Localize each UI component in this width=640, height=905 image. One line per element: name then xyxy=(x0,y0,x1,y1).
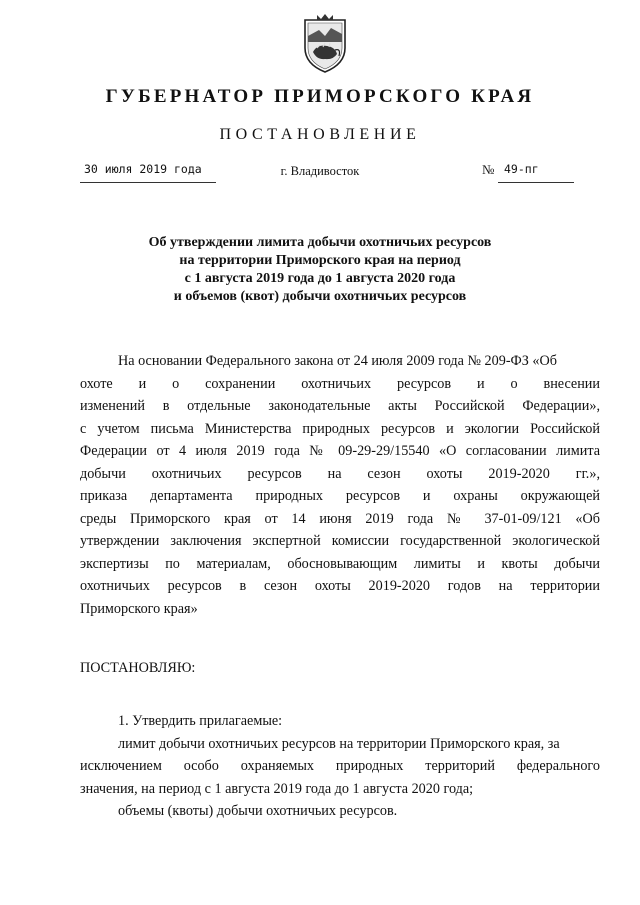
title-line: Об утверждении лимита добычи охотничьих ресурсов xyxy=(148,235,492,250)
item-line: 1. Утвердить прилагаемые: xyxy=(118,713,283,729)
item-line: значения, на период с 1 августа 2019 года до 1 августа 2020 года; xyxy=(80,780,474,797)
item-line: лимит добычи охотничьих ресурсов на территории Приморского края, за xyxy=(118,735,560,752)
preamble-line: На основании Федерального закона от 24 июля 2009 года № 209-ФЗ «Об xyxy=(118,353,557,369)
preamble-line: с учетом письма Министерства природных ресурсов и экологии Российской xyxy=(80,420,600,437)
title-line: с 1 августа 2019 года до 1 августа 2020 года xyxy=(184,271,456,286)
preamble-line: охоте и о сохранении охотничьих ресурсов и о внесении xyxy=(80,375,600,392)
preamble-paragraph xyxy=(80,350,600,620)
preamble-line: приказа департамента природных ресурсов и охраны окружающей xyxy=(80,488,600,504)
number-label: № xyxy=(482,162,495,177)
preamble-line: изменений в отдельные законодательные акты Российской Федерации», xyxy=(80,398,600,414)
preamble-line: среды Приморского края от 14 июня 2019 года № 37-01-09/121 «Об xyxy=(80,510,600,527)
decree-items xyxy=(80,710,600,823)
preamble-line: Приморского края» xyxy=(80,600,198,617)
document-type: ПОСТАНОВЛЕНИЕ xyxy=(219,126,421,143)
preamble-line: утверждении заключения экспертной комиссии государственной экологической xyxy=(80,533,600,549)
preamble-line: охотничьих ресурсов в сезон охоты 2019-2020 годов на территории xyxy=(80,578,600,594)
coat-of-arms-emblem xyxy=(299,12,351,76)
decree-word: ПОСТАНОВЛЯЮ: xyxy=(80,660,196,676)
preamble-line: Федерации от 4 июля 2019 года № 09-29-29/15540 «О согласовании лимита xyxy=(80,443,600,459)
item-line: объемы (квоты) добычи охотничьих ресурсов. xyxy=(118,803,398,819)
document-number: 49-пг xyxy=(498,162,574,183)
preamble-line: добычи охотничьих ресурсов на сезон охоты 2019-2020 гг.», xyxy=(80,465,600,482)
title-line: и объемов (квот) добычи охотничьих ресурсов xyxy=(173,289,467,304)
item-line: исключением особо охраняемых природных территорий федерального xyxy=(80,758,600,774)
authority-heading: ГУБЕРНАТОР ПРИМОРСКОГО КРАЯ xyxy=(105,86,535,107)
document-date: 30 июля 2019 года xyxy=(80,162,216,183)
document-title xyxy=(120,234,520,306)
document-city: г. Владивосток xyxy=(280,164,360,178)
preamble-line: экспертизы по материалам, обосновывающим лимиты и квоты добычи xyxy=(80,555,600,572)
title-line: на территории Приморского края на период xyxy=(179,253,461,268)
